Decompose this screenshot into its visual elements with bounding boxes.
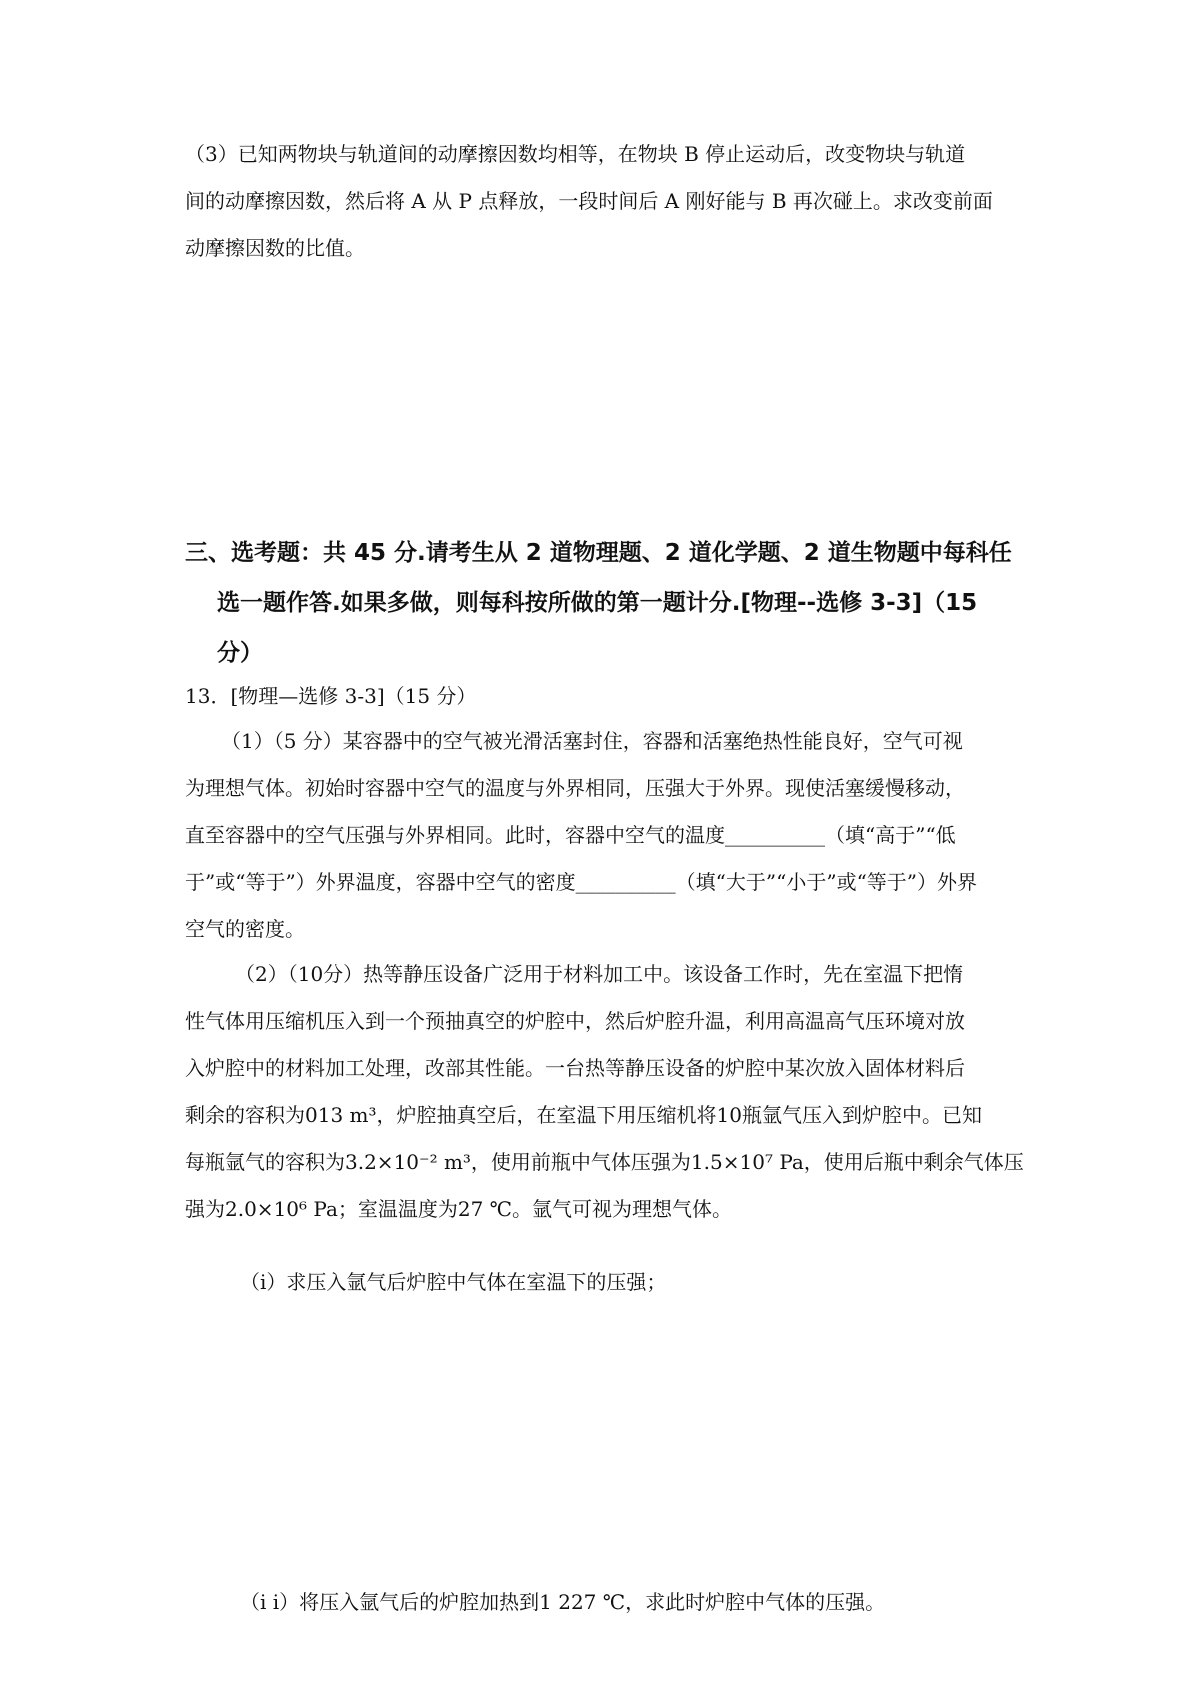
section-heading: [185, 528, 1035, 678]
q13-part1-line-5: 空气的密度。: [185, 917, 305, 941]
q13-part1-line-1: （1）（5 分）某容器中的空气被光滑活塞封住，容器和活塞绝热性能良好，空气可视: [221, 729, 963, 753]
q13-part1-line-3: 直至容器中的空气压强与外界相同。此时，容器中空气的温度__________（填“高于”“低: [185, 823, 956, 847]
question-13-header: 13．[物理—选修 3-3]（15 分）: [185, 684, 477, 708]
q13-part2-line-6: 强为2.0×10⁶ Pa；室温温度为27 ℃。氩气可视为理想气体。: [185, 1197, 733, 1221]
part3-line-1: （3）已知两物块与轨道间的动摩擦因数均相等，在物块 B 停止运动后，改变物块与轨道: [185, 142, 966, 166]
q13-part2-line-3: 入炉腔中的材料加工处理，改部其性能。一台热等静压设备的炉腔中某次放入固体材料后: [185, 1056, 965, 1080]
q13-part2-line-1: （2）（10分）热等静压设备广泛用于材料加工中。该设备工作时，先在室温下把惰: [235, 962, 964, 986]
subquestion-ii: （i i）将压入氩气后的炉腔加热到1 227 ℃，求此时炉腔中气体的压强。: [240, 1590, 886, 1614]
q13-part2-line-2: 性气体用压缩机压入到一个预抽真空的炉腔中，然后炉腔升温，利用高温高气压环境对放: [185, 1009, 965, 1033]
section-heading-line-3: 分）: [217, 640, 263, 666]
q13-part1-line-2: 为理想气体。初始时容器中空气的温度与外界相同，压强大于外界。现使活塞缓慢移动，: [185, 776, 965, 800]
q13-part1-line-4: 于”或“等于”）外界温度，容器中空气的密度__________（填“大于”“小于”或“等于”）外界: [185, 870, 978, 894]
section-heading-line-1: 三、选考题：共 45 分.请考生从 2 道物理题、2 道化学题、2 道生物题中每科任: [185, 540, 1012, 566]
part3-line-2: 间的动摩擦因数，然后将 A 从 P 点释放，一段时间后 A 刚好能与 B 再次碰上。求改变前面: [185, 189, 993, 213]
part3-paragraph: [185, 131, 1015, 272]
q13-part1-paragraph: [185, 718, 1015, 953]
subquestion-i: （i）求压入氩气后炉腔中气体在室温下的压强；: [240, 1270, 667, 1294]
q13-part2-line-5: 每瓶氩气的容积为3.2×10⁻² m³，使用前瓶中气体压强为1.5×10⁷ Pa，使用后瓶中剩余气体压: [185, 1150, 1024, 1174]
q13-part2-line-4: 剩余的容积为013 m³，炉腔抽真空后，在室温下用压缩机将10瓶氩气压入到炉腔中。已知: [185, 1103, 982, 1127]
section-heading-line-2: 选一题作答.如果多做，则每科按所做的第一题计分.[物理--选修 3-3]（15: [217, 590, 978, 616]
part3-line-3: 动摩擦因数的比值。: [185, 236, 365, 260]
q13-part2-paragraph: [185, 951, 1024, 1233]
